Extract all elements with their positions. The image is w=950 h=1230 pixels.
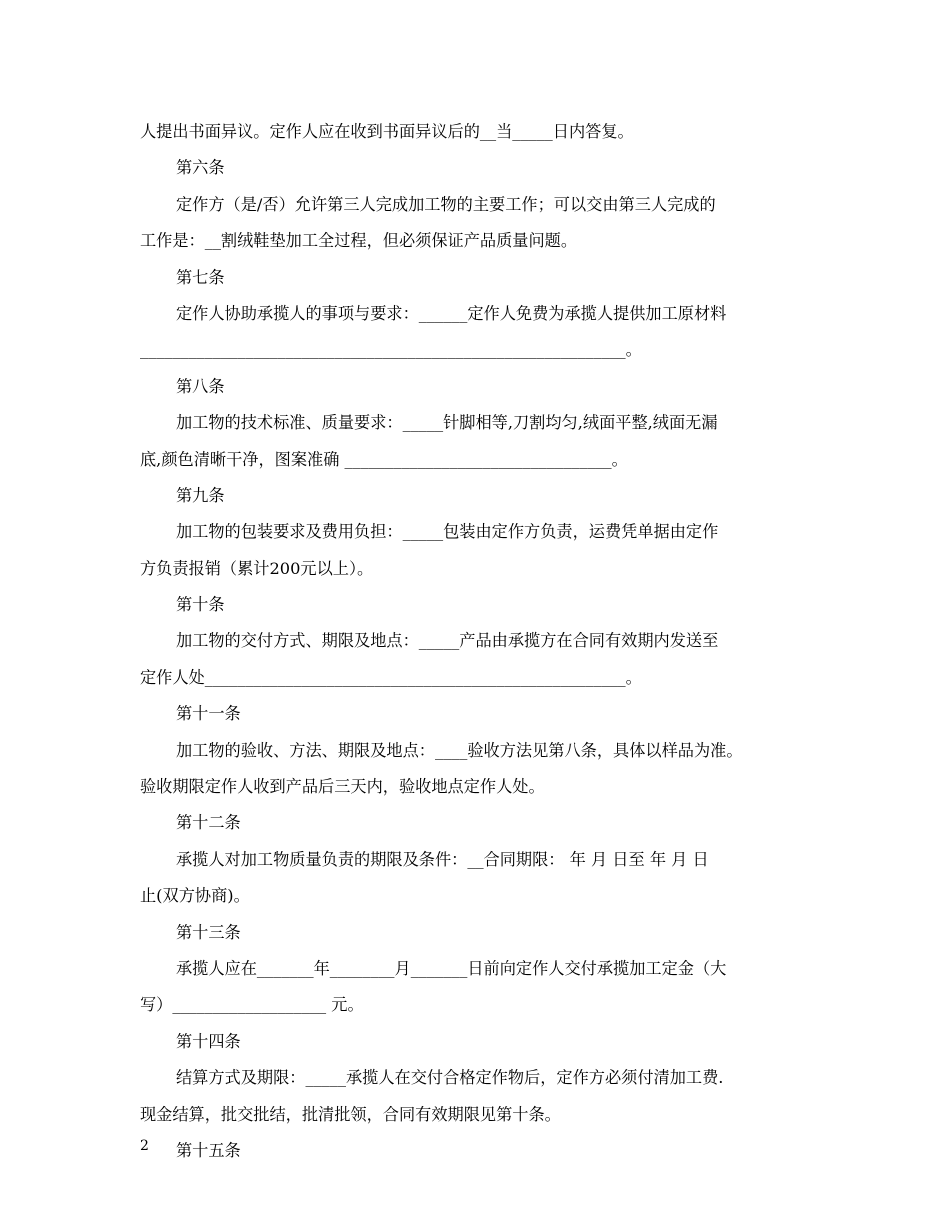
paragraph-line-indented: 第十四条 bbox=[176, 1031, 241, 1051]
paragraph-line-indented: 第十一条 bbox=[176, 704, 241, 724]
paragraph-line-indented: 第六条 bbox=[176, 158, 225, 178]
paragraph-line-indented: 加工物的验收、方法、期限及地点：____验收方法见第八条，具体以样品为准。 bbox=[176, 740, 743, 760]
paragraph-line-indented: 第七条 bbox=[176, 267, 225, 287]
paragraph-line: 止(双方协商)。 bbox=[140, 886, 250, 906]
paragraph-line: 现金结算，批交批结，批清批领，合同有效期限见第十条。 bbox=[140, 1104, 561, 1124]
paragraph-line: 定作人处____________________________________________________。 bbox=[140, 667, 642, 687]
paragraph-line-indented: 第十二条 bbox=[176, 813, 241, 833]
paragraph-line: 验收期限定作人收到产品后三天内，验收地点定作人处。 bbox=[140, 777, 545, 797]
paragraph-line-indented: 定作方（是/否）允许第三人完成加工物的主要工作；可以交由第三人完成的 bbox=[176, 194, 716, 214]
paragraph-line-indented: 第十三条 bbox=[176, 922, 241, 942]
paragraph-line-indented: 结算方式及期限：_____承揽人在交付合格定作物后，定作方必须付清加工费. bbox=[176, 1068, 724, 1088]
paragraph-line-indented: 第八条 bbox=[176, 376, 225, 396]
paragraph-line: 工作是：__割绒鞋垫加工全过程，但必须保证产品质量问题。 bbox=[140, 231, 578, 251]
paragraph-line-indented: 加工物的交付方式、期限及地点：_____产品由承揽方在合同有效期内发送至 bbox=[176, 631, 719, 651]
paragraph-line-indented: 第十条 bbox=[176, 595, 225, 615]
paragraph-line-indented: 第九条 bbox=[176, 485, 225, 505]
paragraph-line-indented: 定作人协助承揽人的事项与要求：______定作人免费为承揽人提供加工原材料 bbox=[176, 303, 727, 323]
document-body bbox=[140, 114, 810, 1169]
paragraph-line: 方负责报销（累计200元以上）。 bbox=[140, 558, 374, 578]
paragraph-line-indented: 承揽人对加工物质量负责的期限及条件：__合同期限： 年 月 日至 年 月 日 bbox=[176, 849, 709, 869]
paragraph-line-indented: 加工物的包装要求及费用负担：_____包装由定作方负责，运费凭单据由定作 bbox=[176, 522, 719, 542]
paragraph-line: 人提出书面异议。定作人应在收到书面异议后的__当_____日内答复。 bbox=[140, 122, 634, 141]
paragraph-line: 底,颜色清晰干净，图案准确 _________________________________。 bbox=[140, 449, 628, 469]
paragraph-line-indented: 第十五条 bbox=[176, 1140, 241, 1160]
page-number: 2 bbox=[140, 1138, 149, 1154]
paragraph-line: ____________________________________________________________。 bbox=[140, 340, 642, 360]
paragraph-line: 写）___________________ 元。 bbox=[140, 995, 364, 1015]
paragraph-line-indented: 承揽人应在_______年________月_______日前向定作人交付承揽加工定金（大 bbox=[176, 958, 727, 978]
paragraph-line-indented: 加工物的技术标准、质量要求：_____针脚相等,刀割均匀,绒面平整,绒面无漏 bbox=[176, 413, 718, 433]
